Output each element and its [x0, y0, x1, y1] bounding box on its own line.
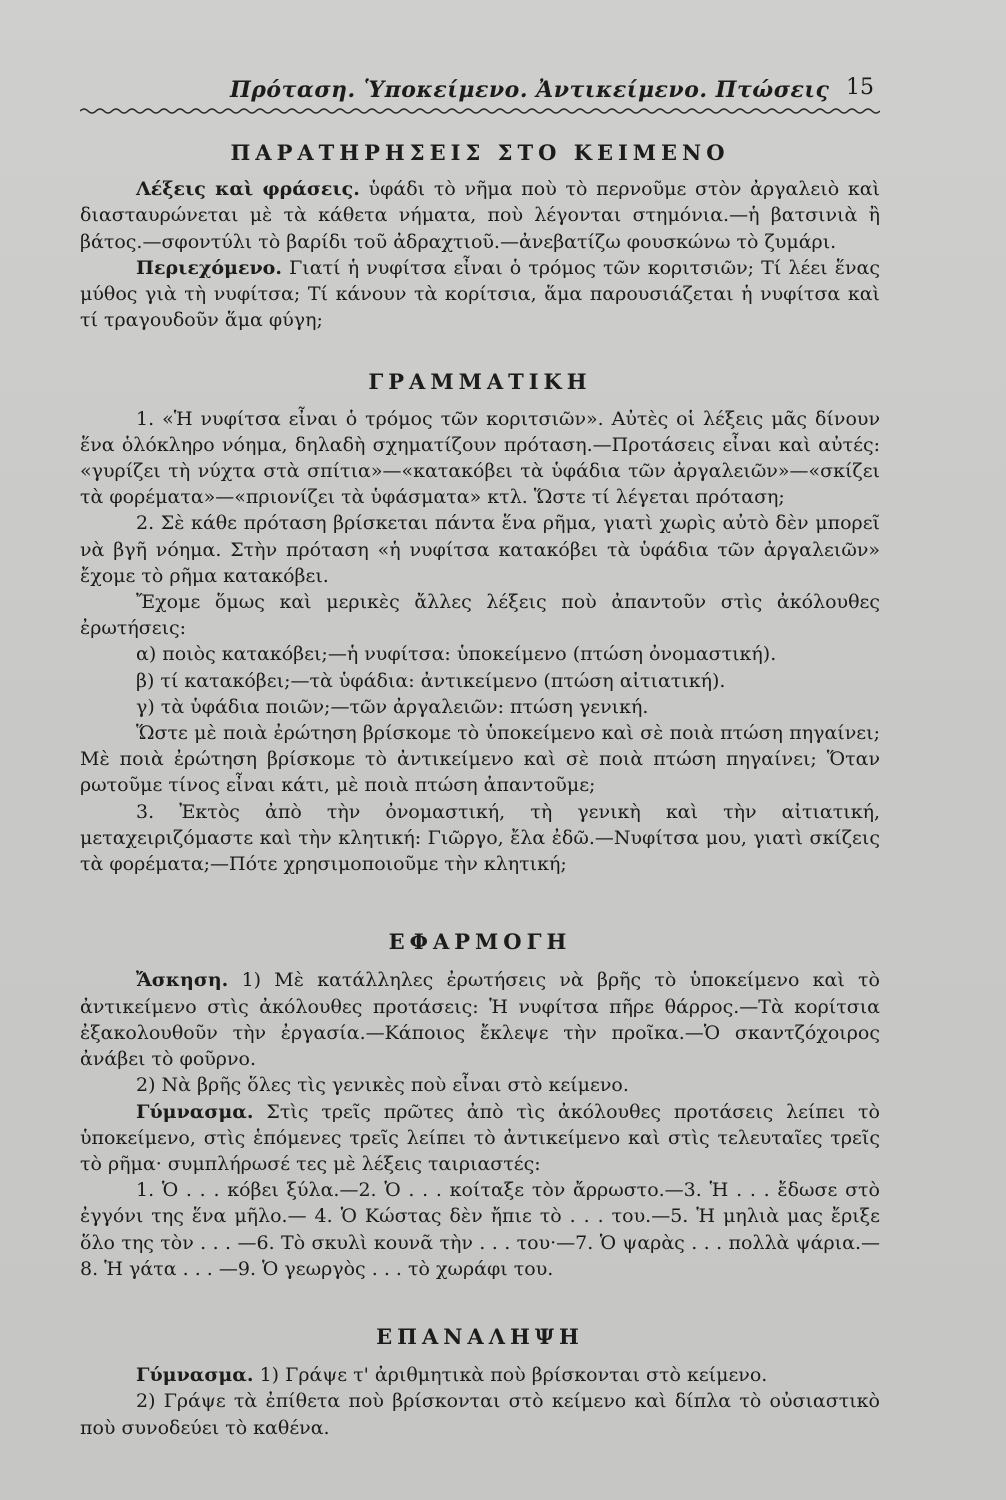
words-label: Λέξεις καὶ φράσεις.: [136, 178, 360, 201]
application-title: ΕΦΑΡΜΟΓΗ: [388, 929, 572, 955]
exercise-2: 2) Νὰ βρῆς ὅλες τὶς γενικὲς ποὺ εἶναι στὸ κείμενο.: [136, 1074, 629, 1097]
review-title: ΕΠΑΝΑΛΗΨΗ: [376, 1323, 584, 1349]
drill-label: Γύμνασμα.: [136, 1100, 254, 1123]
wavy-rule: [80, 106, 880, 116]
grammar-p5: 3. Ἐκτὸς ἀπὸ τὴν ὀνομαστική, τὴ γενικὴ καὶ τὴν αἰτιατική, μεταχειριζόμαστε καὶ τὴν κλητική: Γιῶργο, ἔλα ἐδῶ.—Νυφίτσα μου, γιατὶ σκίζεις τὰ φορέματα;—Πότε χρησιμοποιοῦμε τὴν κλητική;: [80, 800, 880, 876]
review-drill-1: [80, 1362, 880, 1388]
observations-title: ΠΑΡΑΤΗΡΗΣΕΙΣ ΣΤΟ ΚΕΙΜΕΝΟ: [230, 140, 730, 165]
question-c: γ) τὰ ὑφάδια ποιῶν;—τῶν ἀργαλειῶν: πτώση γενική.: [136, 695, 649, 718]
content-text: Γιατί ἡ νυφίτσα εἶναι ὁ τρόμος τῶν κοριτσιῶν; Τί λέει ἕνας μύθος γιὰ τὴ νυφίτσα; Τί κάνουν τὰ κορίτσια, ἅμα παρουσιάζεται ἡ νυφίτσα καὶ τί τραγουδοῦν ἅμα φύγη;: [80, 256, 880, 332]
content-label: Περιεχόμενο.: [136, 256, 282, 279]
content-paragraph: [80, 255, 880, 334]
grammar-p3: Ἔχομε ὅμως καὶ μερικὲς ἄλλες λέξεις ποὺ ἀπαντοῦν στὶς ἀκόλουθες ἐρωτήσεις:: [80, 591, 880, 640]
words-text: ὑφάδι τὸ νῆμα ποὺ τὸ περνοῦμε στὸν ἀργαλειὸ καὶ διασταυρώνεται μὲ τὰ κάθετα νήματα, ποὺ λέγονται στημόνια.—ἡ βατσινιὰ ἢ βάτος.—σφοντύλι τὸ βαρίδι τοῦ ἀδραχτιοῦ.—ἀνεβατίζω φουσκώνω τὸ ζυμάρι.: [80, 178, 880, 253]
review-drill-2: 2) Γράψε τὰ ἐπίθετα ποὺ βρίσκονται στὸ κείμενο καὶ δίπλα τὸ οὐσιαστικὸ ποὺ συνοδεύει τὸ καθένα.: [80, 1390, 880, 1439]
exercise-text: 1) Μὲ κατάλληλες ἐρωτήσεις νὰ βρῆς τὸ ὑποκείμενο καὶ τὸ ἀντικείμενο στὶς ἀκόλουθες προτάσεις: Ἡ νυφίτσα πῆρε θάρρος.—Τὰ κορίτσια ἐξακολουθοῦν τὴν ἐργασία.—Κάποιος ἔκλεψε τὴν προῖκα.—Ὁ σκαντζόχοιρος ἀνάβει τὸ φοῦρνο.: [80, 969, 880, 1071]
review-drill-1-text: 1) Γράψε τ' ἀριθμητικὰ ποὺ βρίσκονται στὸ κείμενο.: [259, 1364, 768, 1387]
running-title: Πρόταση. Ὑποκείμενο. Ἀντικείμενο. Πτώσεις: [230, 77, 830, 103]
exercise-paragraph: [80, 967, 880, 1072]
drill-paragraph: [80, 1099, 880, 1178]
review-drill-label: Γύμνασμα.: [136, 1364, 254, 1387]
exercise-label: Ἄσκηση.: [136, 969, 229, 992]
question-b: β) τί κατακόβει;—τὰ ὑφάδια: ἀντικείμενο (πτώση αἰτιατική).: [136, 669, 726, 692]
question-a: α) ποιὸς κατακόβει;—ἡ νυφίτσα: ὑποκείμενο (πτώση ὀνομαστική).: [136, 643, 777, 666]
page-body: [80, 140, 880, 1441]
drill-text: Στὶς τρεῖς πρῶτες ἀπὸ τὶς ἀκόλουθες προτάσεις λείπει τὸ ὑποκείμενο, στὶς ἑπόμενες τρεῖς λείπει τὸ ἀντικείμενο καὶ στὶς τελευταῖες τρεῖς τὸ ρῆμα· συμπλήρωσέ τες μὲ λέξεις ταιριαστές:: [80, 1100, 880, 1175]
drill-items: 1. Ὁ . . . κόβει ξύλα.—2. Ὁ . . . κοίταξε τὸν ἄρρωστο.—3. Ἡ . . . ἔδωσε στὸ ἐγγόνι της ἕνα μῆλο.— 4. Ὁ Κώστας δὲν ἤπιε τὸ . . . του.—5. Ἡ μηλιὰ μας ἔριξε ὅλο της τὸν . . . —6. Τὸ σκυλὶ κουνᾶ τὴν . . . του·—7. Ὁ ψαρὰς . . . πολλὰ ψάρια.—8. Ἡ γάτα . . . —9. Ὁ γεωργὸς . . . τὸ χωράφι του.: [80, 1179, 880, 1280]
grammar-p4: Ὥστε μὲ ποιὰ ἐρώτηση βρίσκομε τὸ ὑποκείμενο καὶ σὲ ποιὰ πτώση πηγαίνει; Μὲ ποιὰ ἐρώτηση βρίσκομε τὸ ἀντικείμενο καὶ σὲ ποιὰ πτώση πηγαίνει; Ὅταν ρωτοῦμε τίνος εἶναι κάτι, μὲ ποιὰ πτώση ἀπαντοῦμε;: [80, 722, 880, 797]
grammar-p2: 2. Σὲ κάθε πρόταση βρίσκεται πάντα ἕνα ρῆμα, γιατὶ χωρὶς αὐτὸ δὲν μπορεῖ νὰ βγῆ νόημα. Στὴν πρόταση «ἡ νυφίτσα κατακόβει τὰ ὑφάδια τῶν ἀργαλειῶν» ἔχομε τὸ ρῆμα κατακόβει.: [80, 512, 880, 587]
page-number: 15: [846, 75, 874, 100]
grammar-title: ΓΡΑΜΜΑΤΙΚΗ: [368, 369, 592, 395]
grammar-p1: 1. «Ἡ νυφίτσα εἶναι ὁ τρόμος τῶν κοριτσιῶν». Αὐτὲς οἱ λέξεις μᾶς δίνουν ἕνα ὁλόκληρο νόημα, δηλαδὴ σχηματίζουν πρόταση.—Προτάσεις εἶναι καὶ αὐτές: «γυρίζει τὴ νύχτα στὰ σπίτια»—«κατακόβει τὰ ὑφάδια τῶν ἀργαλειῶν»—«σκίζει τὰ φορέματα»—«πριονίζει τὰ ὑφάσματα» κτλ. Ὥστε τί λέγεται πρόταση;: [80, 407, 880, 509]
words-paragraph: [80, 176, 880, 255]
page-header: [80, 75, 880, 105]
